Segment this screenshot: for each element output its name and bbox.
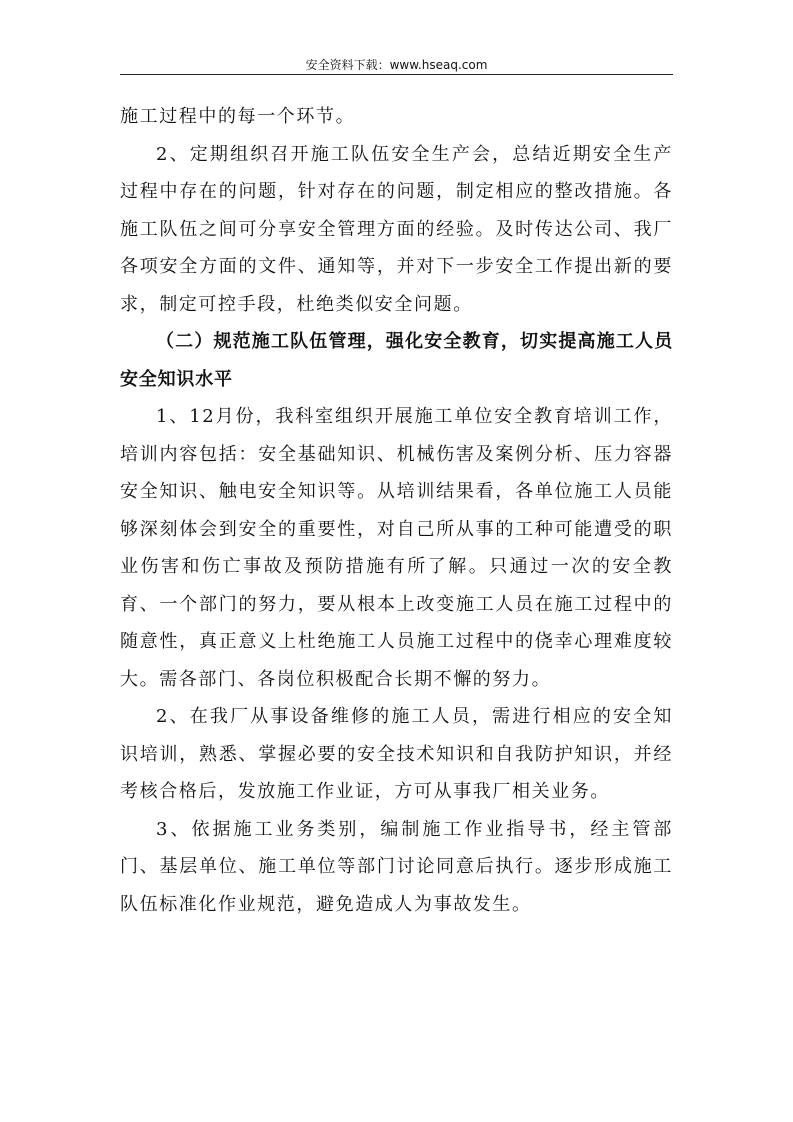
header-text: 安全资料下载：www.hseaq.com (305, 58, 488, 72)
paragraph-work-guide: 3、依据施工业务类别，编制施工作业指导书，经主管部门、基层单位、施工单位等部门讨论同意后执行。逐步形成施工队伍标准化作业规范，避免造成人为事故发生。 (120, 818, 673, 915)
section-heading: （二）规范施工队伍管理，强化安全教育，切实提高施工人员安全知识水平 (120, 331, 673, 390)
page-header (120, 56, 673, 75)
paragraph-safety-meeting: 2、定期组织召开施工队伍安全生产会，总结近期安全生产过程中存在的问题，针对存在的问题，制定相应的整改措施。各施工队伍之间可分享安全管理方面的经验。及时传达公司、我厂各项安全方面的文件、通知等，并对下一步安全工作提出新的要求，制定可控手段，杜绝类似安全问题。 (120, 143, 673, 315)
paragraph-training: 1、12月份，我科室组织开展施工单位安全教育培训工作，培训内容包括：安全基础知识、机械伤害及案例分析、压力容器安全知识、触电安全知识等。从培训结果看，各单位施工人员能够深刻体会到安全的重要性，对自己所从事的工种可能遭受的职业伤害和伤亡事故及预防措施有所了解。只通过一次的安全教育、一个部门的努力，要从根本上改变施工人员在施工过程中的随意性，真正意义上杜绝施工人员施工过程中的侥幸心理难度较大。需各部门、各岗位积极配合长期不懈的努力。 (120, 406, 673, 690)
document-body (120, 98, 673, 923)
paragraph-maintenance-staff: 2、在我厂从事设备维修的施工人员，需进行相应的安全知识培训，熟悉、掌握必要的安全技术知识和自我防护知识，并经考核合格后，发放施工作业证，方可从事我厂相关业务。 (120, 706, 673, 802)
paragraph-continuation: 施工过程中的每一个环节。 (120, 106, 356, 127)
